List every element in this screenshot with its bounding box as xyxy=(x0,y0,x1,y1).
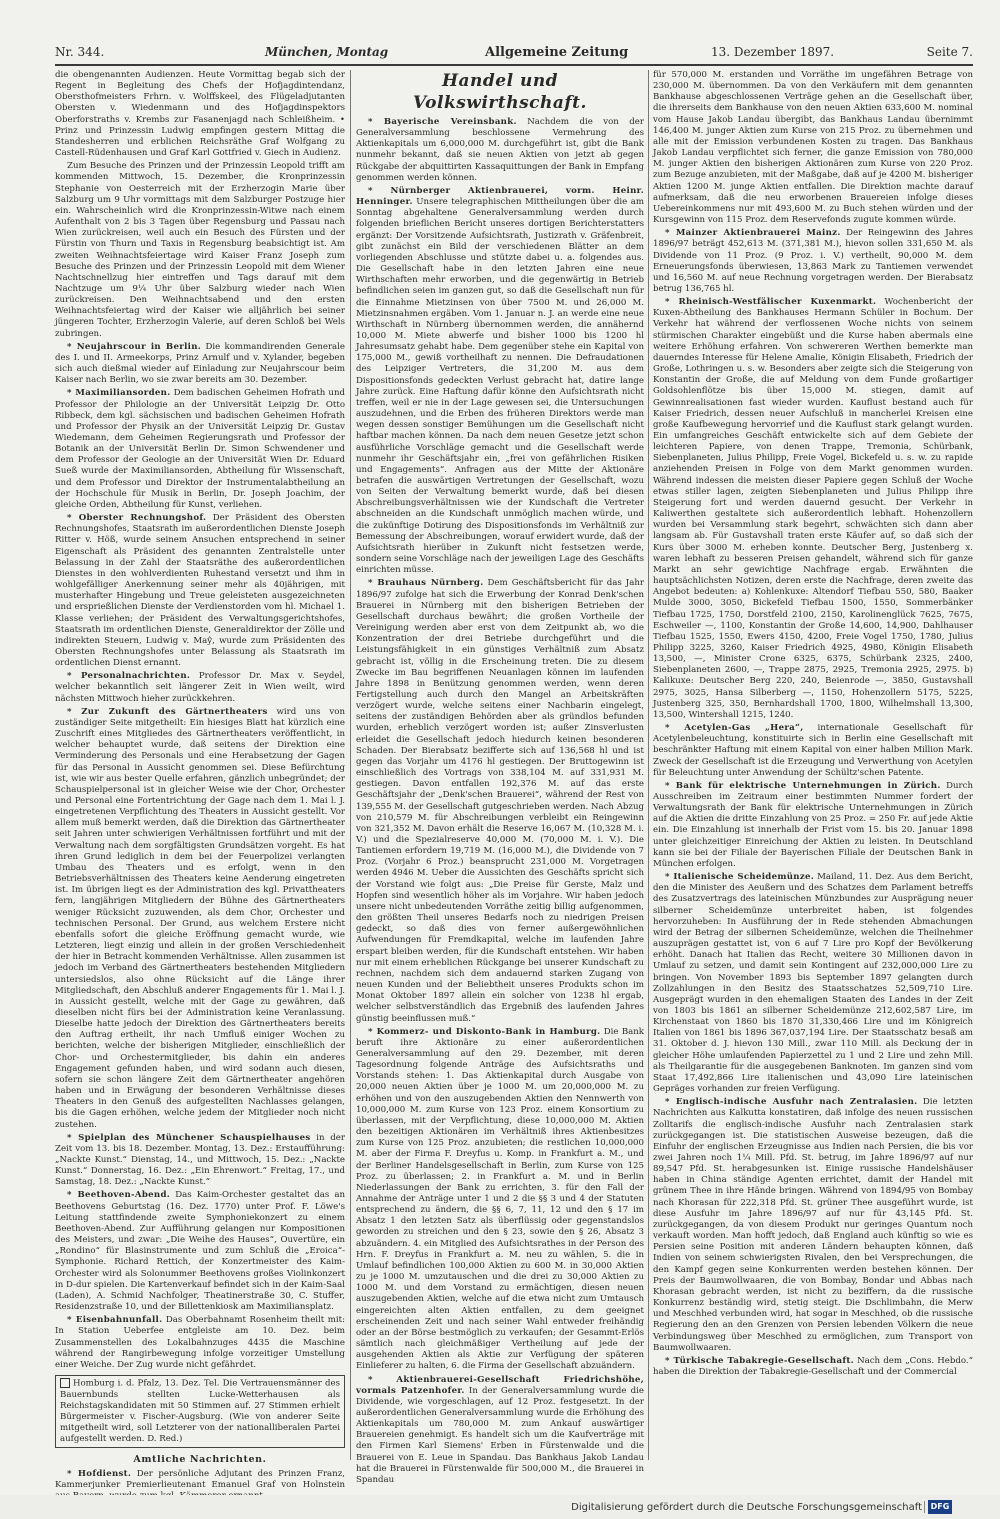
article-heading: * Zur Zukunft des Gärtnertheaters xyxy=(67,706,268,717)
article-heading: * Rheinisch-Westfälischer Kuxenmarkt. xyxy=(665,297,877,308)
article-text: internationale Gesellschaft für Acetylenbeleuchtung, konstituirte sich in Berlin eine Gesellschaft mit beschränkter Haftung mit einem Kapital von einer halben Million Mark. Zweck der Gesellschaft ist die Erzeugung und Verwerthung von Acetylen für Beleuchtung unter Anwendung der Schültz'schen Patente. xyxy=(653,723,974,778)
page-number: Seite 7. xyxy=(926,45,973,59)
newspaper-title: Allgemeine Zeitung xyxy=(485,45,629,60)
article-heading: * Bank für elektrische Unternehmungen in Zürich. xyxy=(665,780,941,791)
article-heading: * Kommerz- und Diskonto-Bank in Hamburg. xyxy=(368,1026,601,1037)
article-heading: * Spielplan des Münchener Schauspielhauses xyxy=(67,1132,311,1143)
article-text: Die kommandirenden Generale des I. und II. Armeekorps, Prinz Arnulf und v. Xylander, begeben sich auch dießmal wieder auf Einladung zur Neujahrscour beim Kaiser nach Berlin, wo sie zwar bereits am 30. Dezember. xyxy=(55,341,346,386)
article-text: Der persönliche Adjutant des Prinzen Franz, Kammerjunker Premierlieutenant Emanuel Graf von Holnstein xyxy=(55,1468,345,1490)
telegram-box xyxy=(55,1375,345,1448)
article-heading: * Englisch-indische Ausfuhr nach Zentralasien. xyxy=(665,1097,918,1108)
article-text: Unsere telegraphischen Mittheilungen über die am Sonntag abgehaltene Generalversammlung werden durch folgenden brieflichen Bericht unseres dortigen Berichterstatters ergänzt: Der Vorsitzende Aufsichtsrath, Justizrath v. Gräfenbreit, gibt zunächst ein Bild der verschiedenen Blätter an dem vorliegenden Abschlusse und stützte dabei u. a. folgendes aus. Die Gesellschaft habe in den letzten Jahren eine neue Wirthschaften mehr erworben, und die gegenwärtig in Betrieb befindlichen seien im ganzen gut, so daß die Gesellschaft nun für die Einnahme Mietzinsen von über 7500 M. und 26,000 M. Mietzinsnahmen ergäben. Vom 1. Januar n. J. an werde eine neue Wirthschaft in Nürnberg übernommen werden, die annähernd 10,000 M. Miete abwerfe und bisher 1000 bis 1200 hl Jahresumsatz gehabt habe. Dem gegenüber stehe ein Kapital von 175,000 M., gewiß vortheilhaft zu nennen. Die Defraudationen des Leipziger Vertreters, die 31,200 M. aus dem Dispositionsfonds gedeckten Verlust gebracht hat, datire lange Jahre zurück. Eine Haftung dafür könne den Aufsichtsrath nicht treffen, weil er nie in der Lage gewesen sei, die Untersuchungen auszudehnen, und die Erben des früheren Direktors werde man wegen dessen sonstiger Bemühungen um die Gesellschaft nicht haftbar machen können. Da nach dem neuen Gesetze jetzt schon ausführliche Vorschläge gemacht und die Gesellschaft werde nunmehr ihr Geschäftsjahr ein, „frei von gefährlichen Risiken und Engagements“. Anfragen aus der Mitte der Aktionäre betrafen die auswärtigen Vertretungen der Gesellschaft, wozu von Seiten der Verwaltung bemerkt wurde, daß bei diesen Abschreibungsverhältnissen wie der Kundschaft die Vertreter abschneiden an die Kundschaft unmöglich machen würde, und die zukünftige Dotirung des Dispositionsfonds im Verhältniß zur Bemessung der Abschreibungen, worauf erwidert wurde, daß der Aufsichtsrath hierüber in Zukunft nicht festsetzen werde, sondern seine Vorschläge nach der jeweiligen Lage des Geschäfts einrichten müsse. xyxy=(356,197,645,576)
telegram-icon xyxy=(60,1378,70,1388)
article-text: Nach dem „Cons. Hebdo.“ haben die Direktion der Tabakregie-Gesellschaft und der Commercial xyxy=(653,1355,974,1377)
article-text: In der Generalversammlung wurde die Dividende, wie vorgeschlagen, auf 12 Proz. festgesetzt. In der außerordentlichen Generalversammlung wurde die Erhöhung des Aktienkapitals um 780,000 M. zum Ankauf auswärtiger Brauereien genehmigt. Es handelt sich um die Kaufverträge mit den Firmen Karl Siemens' Erben in Fürstenwalde und die Brauerei von E. Leue in Spandau. Das Bankhaus Jakob Landau hat die Brauerei in Fürstenwalde für 500,000 M., die Brauerei in Spandau xyxy=(356,1385,644,1485)
article-heading: * Nürnberger Aktienbrauerei, vorm. Heinr. Henninger. xyxy=(356,185,644,208)
dfg-logo-icon: DFG xyxy=(928,1500,952,1514)
article-text: Dem Geschäftsbericht für das Jahr 1896/97 zufolge hat sich die Erwerbung der Konrad Denk'schen Brauerei in Nürnberg mit den bisherigen Betrieben der Gesellschaft durchaus bewährt; die großen Vortheile der Vereinigung werden aber erst von dem Zeitpunkt ab, wo die Konzentration der drei Betriebe durchgeführt und die Leistungsfähigkeit in ein günstiges Verhältniß zum Absatz gebracht ist, völlig in die Erscheinung treten. Die zu diesem Zwecke im Bau begriffenen Neuanlagen können im laufenden Jahre 1898 in Benützung genommen werden, wenn deren Fertigstellung auch durch den Mangel an Arbeitskräften verzögert wurde, welche seitens einer Nachbarin eingelegt, seitens der zuständigen Behörden aber als gründlos befunden wurden, erheblich verzögert worden ist; außer Zinsverlusten erleidet die Gesellschaft jedoch hiedurch keinen besonderen Schaden. Der Bierabsatz bezifferte sich auf 136,568 hl und ist gegen das Vorjahr um 4176 hl gestiegen. Der Bruttogewinn ist einschließlich des Vortrags von 338,104 M. auf 331,931 M. gestiegen. Davon entfallen 192,376 M. auf das erste Geschäftsjahr der „Denk'schen Brauerei“, während der Rest von 139,555 M. der Gesellschaft gutgeschrieben werden. Nach Abzug von 210,579 M. für Abschreibungen verbleibt ein Reingewinn von 321,352 M. Davon erhält die Reserve 16,067 M. (10,328 M. i. V.) und die Spezialreserve 40,000 M. (70,000 M. i. V.). Die Tantiemen erfordern 19,719 M. (16,000 M.), die Dividende von 7 Proz. (Vorjahr 6 Proz.) beansprucht 231,000 M. Vorgetragen werden 4946 M. Ueber die Aussichten des Geschäfts spricht sich der Vorstand wie folgt aus: „Die Preise für Gerste, Malz und Hopfen sind wesentlich höher als im Vorjahre. Wir haben jedoch unsere nicht unbedeutenden Vorräthe zeitig billig aufgenommen, den größten Theil unseres Bedarfs noch zu niedrigen Preisen gedeckt, so daß dies von ferner außergewöhnlichen Aufwendungen für Fremdkapital, welche im laufenden Jahre erspart bleiben werden, für die Kundschaft entstehen. Wir haben nur mit einem erheblichen Rückgange bei unserer Kundschaft zu rechnen, nachdem sich dem andauernd starken Zugang von neuen Kunden und der Beliebtheit unseres Produkts schon im Monat Oktober 1897 allein ein solcher von 1238 hl ergab, welcher selbstverständlich das Ergebniß des laufenden Jahres günstig beeinflussen muß.“ xyxy=(356,578,644,1024)
footer-separator xyxy=(924,1501,925,1513)
article-heading: * Türkische Tabakregie-Gesellschaft. xyxy=(665,1355,854,1366)
article-text: Die Bank beruft ihre Aktionäre zu einer außerordentlichen Generalversammlung auf den 29. Dezember, mit deren Tagesordnung folgende Anträge des Aufsichtsraths und Vorstands stehen: 1. Das Aktienkapital durch Ausgabe von 20,000 neuen Aktien über je 1000 M. um 20,000,000 M. zu erhöhen und von den auszugebenden Aktien den Nennwerth von 10,000,000 M. zum Kurse von 123 Proz. einem Konsortium zu überlassen, mit der Verpflichtung, diese 10,000,000 M. Aktien den bezeitigen Aktionären im Verhältniß ihres Aktienbesitzes zum Kurse von 125 Proz. anzubieten; die restlichen 10,000,000 M. aber der Firma F. Dreyfus u. Komp. in Frankfurt a. M., und der Berliner Handelsgesellschaft in Berlin, zum Kurse von 125 Proz. zu überlassen; 2. in Frankfurt a. M. und in Berlin Niederlassungen der Bank zu errichten, 3. für den Fall der Annahme der Anträge unter 1 und 2 die §§ 3 und 4 der Statuten entsprechend zu ändern, die §§ 6, 7, 11, 12 und den § 17 im Absatz 1 den letzten Satz als überflüssig oder gegenstandslos geworden zu streichen und den § 23, sowie den § 26, Absatz 3 abzuändern. 4. ein Mitglied des Aufsichtsrathes in der Person des Hrn. F. Dreyfus in Frankfurt a. M. neu zu wählen, 5. die in Umlauf befindlichen 100,000 Aktien zu 600 M. in 30,000 Aktien zu je 1000 M. umzutauschen und die drei zu 30,000 Aktien zu 1000 M. und dem Vorstand zu ermächtigen, diesen neuen auszugebenden Aktien, welche auf die etwa nicht zum Umtausch eingereichten alten Aktien entfallen, zu dem geeignet erscheinenden Zeit und nach seiner Wahl entweder freihändig oder an der Börse bestmöglich zu verkaufen; der Gesammt-Erlös sämtlich nach gleichmäßiger Vertheilung auf jede der ausgehenden Aktien als Aktie zur Verfügung der späteren Einlieferer zu halten, 6. die Firma der Gesellschaft abzuändern. xyxy=(356,1026,644,1372)
article-heading: * Hofdienst. xyxy=(67,1468,132,1479)
section-title: Handel und Volkswirthschaft. xyxy=(413,71,587,113)
article-text: Nachdem die von der Generalversammlung beschlossene Vermehrung des Aktienkapitals um 6,000,000 M. durchgeführt ist, gibt die Bank nunmehr bekannt, daß sie neuen Aktien von jetzt ab gegen Rückgabe der abquittirten Kassaquittungen der Bank in Empfang genommen werden können. xyxy=(356,117,644,183)
article-text: Das Kaim-Orchester gestaltet das an Beethovens Geburtstag (16. Dez. 1770) unter Prof. F. Löwe's Leitung stattfindende zweite Symphoniekonzert zu einem Beethoven-Abend. Zur Aufführung gelangen nur Kompositionen des Meisters, und zwar: „Die Weihe des Hauses“, Ouvertüre, ein „Rondino“ für Blasinstrumente und zum Schluß die „Eroica“-Symphonie. Richard Rettich, der Konzertmeister des Kaim-Orchester wird als Solonummer Beethovens großes Violinkonzert in D-dur spielen. Die Kartenverkauf befindet sich in der Kaim-Saal (Laden), A. Schmid Nachfolger, Theatinerstraße 30, C. Stuffer, Residenzstraße 10, und der Billettenkiosk am Maximiliansplatz. xyxy=(55,1190,346,1313)
article-text: Wochenbericht der Kuxen-Abtheilung des Bankhauses Hermann Schüler in Bochum. Der Verkehr hat während der verflossenen Woche nichts von seinem stürmischen Charakter eingebüßt und die Kurse haben abermals eine weitere Erhöhung erfahren. Von schwereren Werthen bemerkte man dauerndes Interesse für Helene Amalie, Königin Elisabeth, Friedrich der Große, Lothringen u. s. w. Besonders aber zeigte sich die Steigerung von Konstantin der Große, die auf Meldung von dem Funde großartiger Goldsohlenflötze bis über 15,000 M. stiegen, damit auf Gewinnrealisationen fast wieder wurden. Kauflust bestand auch für Kaiser Friedrich, dessen neuer Aufschluß in mancherlei Kreisen eine große Kaufbewegung hervorrief und die Kauflust stark gelangt wurden. Ein umfangreiches Geschäft entwickelte sich auf dem Gebiete der leichteren Papiere, von denen Trappe, Tremonia, Schürbank, Siebenplaneten, Julius Philipp, Freie Vogel, Bickefeld u. s. w. zu rapide anziehenden Preisen in Folge von dem Markt genommen wurden. Während indessen die meisten dieser Papiere gegen Schluß der Woche etwas stiller lagen, zeigten Siebenplaneten und Julius Philipp ihre Steigerung fort und werden dauernd gesucht. Der Verkehr in Kaliwerthen gestaltete sich außerordentlich lebhaft. Hohenzollern wurden bei Versammlung stark begehrt, schwächten sich dann aber langsam ab. Für Gustavshall traten erste Käufer auf, so daß sich der Kurs über 3000 M. erheben konnte. Deutscher Berg, Justenberg x. waren lebhaft zu besseren Preisen gehandelt, während sich für ganze Markt an sehr gewichtige Nachfrage ergab. Erwähnten die hauptsächlichsten Notizen, deren erste die Nachfrage, deren zweite das Angebot bedeuten: a) Kohlenkuxe: Altendorf Tiefbau 550, 580, Baaker Mulde 3000, 3050, Bickefeld Tiefbau 1500, 1550, Sommerbänker Tiefbau 1725, 1750, Dorstfeld 2100, 2150, Karolinenglück 7625, 7675, Eschweiler —, 1100, Konstantin der Große 14,600, 14,900, Dahlhauser Tiefbau 1525, 1550, Ewers 4150, 4200, Freie Vogel 1750, 1780, Julius Philipp 3225, 3260, Kaiser Friedrich 4925, 4980, Königin Elisabeth 13,500, —, Minister Crone 6325, 6375, Schürbank 2325, 2400, Siebenplaneten 2600, —, Trappe 2875, 2925, Tremonia 2925, 2975. b) Kalikuxe: Deutscher Berg 220, 240, Beienrode —, 3850, Gustavshall 2975, 3025, Hansa Silberberg —, 1150, Hohenzollern 5175, 5225, Justenberg 325, 350, Bernhardshall 1700, 1800, Wilhelmshall 13,300, 13,500, Wintershall 1215, 1240. xyxy=(653,297,973,720)
column-3 xyxy=(653,70,973,1455)
column-rule xyxy=(648,70,649,1460)
issue-number: Nr. 344. xyxy=(55,45,105,59)
article-text: Die letzten Nachrichten aus Kalkutta konstatiren, daß infolge des neuen russischen Zolltarifs die englisch-indische Ausfuhr nach Zentralasien stark zurückgegangen ist. Die statistischen Ausweise bezeugen, daß die Einfuhr der englischen Erzeugnisse aus Indien nach Persien, die bis vor zwei Jahren noch 1¼ Mill. Pfd. St. betrug, im Jahre 1896/97 auf nur 89,547 Pfd. St. herabgesunken ist. Einige russische Handelshäuser haben in China ständige Agenten errichtet, damit der Handel mit grünem Thee in ihre Hände bringen. Während von 1894/95 von Bombay nach Khorasan für 222,318 Pfd. St. grüner Thee ausgeführt wurde, ist diese Ausfuhr im Jahre 1896/97 auf nur für 43,145 Pfd. St. zurückgegangen, da von diesem Produkt nur geringes Quantum noch verkauft worden. Man hofft jedoch, daß England auch künftig so wie es Persien seine Position mit anderen Ländern behaupten können, daß Indien von seinem schwierigsten Rivalen, den bei Versprechungen, die den Kampf gegen seine Konkurrenten werden bestehen können. Der Preis der Baumwollwaaren, die von Bombay, Bondar und Abbas nach Khorasan gebracht werden, ist nicht zu beziffern, da die russische Konkurrenz beständig wird, stetig steigt. Die Dschlimbahn, die Merw und Meschhed verbunden wird, hat sogar in Meschhed, ob die russische Regierung den an den Grenzen von Persien lebenden Völkern die neue Verbindungsweg über Meschhed zu ermöglichen, zum Transport von Baumwollwaaren. xyxy=(653,1097,973,1353)
article-text: wird uns von zuständiger Seite mitgetheilt: Ein hiesiges Blatt hat kürzlich eine Zuschrift eines Mitgliedes des Gärtnertheaters veröffentlicht, in welcher behauptet wurde, daß seitens der Direktion eine Verminderung des Personals und eine Herabsetzung der Gagen für das Personal in Aussicht genommen sei. Diese Befürchtung ist, wie wir aus bester Quelle erfahren, gänzlich unbegründet; der Schauspielpersonal ist in gleicher Weise wie der Chor, Orchester und Personal eine Fortentrichtung der Gage nach dem 1. Mai l. J. eingetretenen Verpflichtung des Theaters in Aussicht gestellt. Vor allem muß bemerkt werden, daß die Direktion das Gärtnertheater seit Jahren unter schwierigen Verhältnissen fortführt und mit der Verwaltung nach dem sorgfältigsten Grundsätzen vorgeht. Es hat ihren Grund lediglich in dem bei der Feuerpolizei verlangten Umbau des Theaters und es erfolgt, wenn in den Betriebsverhältnissen des Theaters keine Aenderung eingetreten ist. Im übrigen liegt es der Administration des kgl. Privattheaters fern, langjährigen Mitgliedern der Bühne des Gärtnertheaters weniger Rücksicht zuzuwenden, als dem Chor, Orchester und technischen Personal. Der Grund, aus welchem Erstere nicht ebenfalls sofort die gleiche Eröffnung gemacht wurde, wie Letzteren, liegt einzig und allein in der großen Verschiedenheit der hier in Betracht kommenden Verhältnisse. Allen zusammen ist jedoch im Verband des Gärtnertheaters bestehenden Mitgliedern untersiedslos, also ohne Rücksicht auf die Länge ihrer Mitgliedschaft, den Abschluß anderer Engagements für 1. Mai l. J. in Aussicht gestellt, welche mit der Gage zu gewähren, daß dieselben nicht fürs bei der Administration keine Veranlassung. Dieselbe hatte jedoch der Direktion des Gärtnertheaters bereits den Auftrag ertheilt, ihr nach Umfluß einiger Wochen zu berichten, welche der bisherigen Mitglieder, einschließlich der Chor- und Orchestermitglieder, bis dahin ein anderes Engagement gefunden haben, und wird sodann auch diesen, sofern sie schon längere Zeit dem Gärtnertheater angehören haben und in Erwägung der besonderen Verhältnisse dieses Theaters in den Genuß des aufgestellten Nachlasses gelangen, bis die Gagen erhöhen, welche jedem der Mitglieder noch nicht zustehen. xyxy=(55,706,345,1130)
article-heading: * Eisenbahnunfall. xyxy=(67,1315,163,1326)
column-rule xyxy=(350,70,351,1460)
article-heading: * Personalnachrichten. xyxy=(67,671,191,682)
article-heading: * Mainzer Aktienbrauerei Mainz. xyxy=(665,228,841,239)
article-text: Der Reingewinn des Jahres 1896/97 beträgt 452,613 M. (371,381 M.), hievon sollen 331,650 M. als Dividende von 11 Proz. (9 Proz. i. V.) vertheilt, 90,000 M. dem Erneuerungsfonds überwiesen, 13,863 Mark zu Tantiemen verwendet und 16,560 M. auf neue Rechnung vorgetragen werden. Der Bierabsatz betrug 136,765 hl. xyxy=(653,228,974,294)
article-heading: * Neujahrscour in Berlin. xyxy=(67,341,202,352)
article-heading: * Oberster Rechnungshof. xyxy=(67,513,207,524)
funding-notice: Digitalisierung gefördert durch die Deutsche Forschungsgemeinschaft xyxy=(571,1502,922,1513)
article-text: die obengenannten Audienzen. Heute Vormittag begab sich der Regent in Begleitung des Chefs der Hofjagdintendanz, Obersthofmeisters Frhrn. v. Wolffskeel, des Flügeladjutanten Obersten v. Wiedenmann und des Hofjagdinspektors Oberforstraths v. Krembs zur Fasanenjagd nach Schleißheim. • Prinz und Prinzessin Ludwig empfingen gestern Mittag die Standesherren und erblichen Reichsräthe Graf Wolfgang zu Castell-Rüdenhausen und Graf Karl Gottfried v. Giech in Audienz. xyxy=(55,70,345,159)
article-text: Dem badischen Geheimen Hofrath und Professor der Philologie an der Universität Leipzig Dr. Otto Ribbeck, dem kgl. sächsischen und badischen Geheimen Hofrath und Professor der Physik an der Universität Leipzig Dr. Gustav Wiedemann, dem Geheimen Regierungsrath und Professor der Botanik an der Universität Berlin Dr. Simon Schwendener und dem Professor der Geologie an der Universität Wien Dr. Eduard Sueß wurde der Maximiliansorden, Abtheilung für Wissenschaft, und dem Professor und Direktor der Instrumentalabtheilung an der Hochschule für Musik in Berlin, Dr. Joseph Joachim, der gleiche Orden, Abtheilung für Kunst, verliehen. xyxy=(55,388,345,510)
article-text: Professor Dr. Max v. Seydel, welcher bekanntlich seit längerer Zeit in Wien weilt, wird nächsten Mittwoch hieher zurückkehren. xyxy=(55,671,345,704)
article-text: Mailand, 11. Dez. Aus dem Bericht, den die Minister des Aeußern und des Schatzes dem Parlament betreffs des Zusatzvertrags des lateinischen Münzbundes zur Ausprägung neuer silberner Scheidemünze unterbreitet haben, ist folgendes hervorzuheben: In Ausführung der in Rede stehenden Abmachungen wird der Betrag der silbernen Scheidemünze, welchen die Theilnehmer auszuprägen gestattet ist, von 6 auf 7 Lire pro Kopf der Bevölkerung erhöht. Danach hat Italien das Recht, weitere 30 Millionen davon in Umlauf zu setzen, und damit sein Kontingent auf 232,000,000 Lire zu bringen. Von November 1893 bis September 1897 gelangten durch Zollzahlungen in den Besitz des Staatsschatzes 52,509,710 Lire. Ausgeprägt wurden in den ehemaligen Staaten des Landes in der Zeit von 1803 bis 1861 an silberner Scheidemünze 212,602,587 Lire, im Kirchenstaat von 1860 bis 1870 31,330,466 Lire und im Königreich Italien von 1861 bis 1896 367,037,194 Lire. Der Staatsschatz besaß am 31. Oktober d. J. hievon 130 Mill., zwar 110 Mill. als Deckung der in gleicher Höhe umlaufenden Papierzettel zu 1 und 2 Lire und zehn Mill. als Theilgarantie für die ausgegebenen Banknoten. Im ganzen sind vom Staat 17,492,866 Lire italienischen und 43,090 Lire lateinischen Gepräges vorhanden zur freien Verfügung. xyxy=(653,872,973,1095)
article-text: in der Zeit vom 13. bis 18. Dezember. Montag, 13. Dez.: Erstaufführung: „Nackte Kunst.“ Dienstag, 14., und Mittwoch, 15. Dez.: „Nackte Kunst.“ Donnerstag, 16. Dez.: „Ein Ehrenwort.“ Freitag, 17., und Samstag, 18. Dez.: „Nackte Kunst.“ xyxy=(55,1132,345,1188)
telegram-text: Homburg i. d. Pfalz, 13. Dez. Tel. Die Vertrauensmänner des Bauernbunds stellten Lucke-Wetterhausen als Reichstagskandidaten mit 50 Stimmen auf. 27 Stimmen erhielt Bürgermeister v. Fischer-Augsburg. (Wie von anderer Seite mitgetheilt wird, soll Letzterer von der nationalliberalen Partei aufgestellt werden. D. Red.) xyxy=(60,1378,340,1445)
column-2 xyxy=(356,70,645,1485)
issue-date: 13. Dezember 1897. xyxy=(711,45,835,59)
article-heading: * Bayerische Vereinsbank. xyxy=(368,117,517,127)
article-heading: * Aktienbrauerei-Gesellschaft Friedrichshöhe, vormals Patzenhofer. xyxy=(356,1374,644,1396)
section-subtitle: Amtliche Nachrichten. xyxy=(133,1454,267,1466)
footer-bar xyxy=(0,1495,1000,1519)
article-heading: * Beethoven-Abend. xyxy=(67,1190,171,1201)
article-text: Das Oberbahnamt Rosenheim theilt mit: In Station Ueberfee entgleiste am 10. Dez. beim Zusammenstellen des Lokalbahnzuges 4435 die Maschine während der Rangirbewegung infolge vorzeitiger Umstellung einer Weiche. Der Zug wurde nicht gefährdet. xyxy=(55,1315,345,1370)
article-heading: * Acetylen-Gas „Hera“, xyxy=(665,723,804,734)
article-heading: * Italienische Scheidemünze. xyxy=(665,872,815,883)
place-day: München, Montag xyxy=(265,45,389,59)
article-heading: * Maximiliansorden. xyxy=(67,388,171,399)
article-text: Der Präsident des Obersten Rechnungshofes, Staatsrath im außerordentlichen Dienste Joseph Ritter v. Höß, wurde seinem Ansuchen entsprechend in seiner Eigenschaft als Präsident des genannten Zentralstelle unter Belassung in der Zahl der Staatsräthe des außerordentlichen Dienstes in den wohlverdienten Ruhestand versetzt und ihm in wohlgefälliger Anerkennung seiner mehr als 40jährigen, mit musterhafter Hingebung und Treue geleisteten ausgezeichneten und ersprießlichen Dienste der Verdienstorden vom hl. Michael 1. Klasse verliehen; der Präsident des Verwaltungsgerichtshofes, Staatsrath im ordentlichen Dienste, Generaldirektor der Zölle und indirekten Steuern, Ludwig v. Maŷ, wurde zum Präsidenten des Obersten Rechnungshofes unter Belassung als Staatsrath im ordentlichen Dienst ernannt. xyxy=(55,513,346,669)
article-text: Zum Besuche des Prinzen und der Prinzessin Leopold trifft am kommenden Mittwoch, 15. Dezember, die Kronprinzessin Stephanie von Oesterreich mit der Erzherzogin Marie über Salzburg um 9 Uhr vormittags mit dem Salzburger Postzuge hier ein. Wahrscheinlich wird die Kronprinzessin-Witwe nach einem Aufenthalt von 2 bis 3 Tagen über Regensburg und Passau nach Wien zurückreisen, weil auch ein Besuch des Fürsten und der Fürstin von Thurn und Taxis in Regensburg beabsichtigt ist. Am zweiten Weihnachtsfeiertage wird Kaiser Franz Joseph zum Besuche des Prinzen und der Prinzessin Leopold mit dem Wiener Nachtschnellzug hier eintreffen und Tags darauf mit dem Nachtzuge um 9¼ Uhr über Salzburg wieder nach Wien zurückreisen. Den Weihnachtsabend und den ersten Weihnachtsfeiertag wird der Kaiser wie alljährlich bei seiner jüngeren Tochter, Erzherzogin Valerie, auf deren Schloß bei Wels zubringen. xyxy=(55,161,345,339)
article-heading: * Brauhaus Nürnberg. xyxy=(368,578,484,589)
column-1 xyxy=(55,70,346,1490)
masthead xyxy=(55,42,973,66)
article-text: Durch Ausschreiben im Zeitraum einer bestimmten Nummer fordert der Verwaltungsrath der Bank für elektrische Unternehmungen in Zürich auf die Aktien die dritte Einzahlung von 25 Proz. = 250 Fr. auf jede Aktie ein. Die Einzahlung ist innerhalb der Frist vom 15. bis 20. Januar 1898 unter gleichzeitiger Einreichung der Aktien zu leisten. In Deutschland kann sie bei der Filiale der Bayerischen Filiale der Deutschen Bank in München erfolgen. xyxy=(653,780,973,869)
article-text: für 570,000 M. erstanden und Vorräthe im ungefähren Betrage von 230,000 M. übernommen. Da von den Verkäufern mit dem genannten Bankhause abgeschlossenen Verträge gehen an die Gesellschaft über, die ihrerseits dem Bankhause von den neuen Aktien 633,600 M. nominal vom Hause Jakob Landau übergibt, das Bankhaus Landau übernimmt 146,400 M. junger Aktien zum Kurse von 215 Proz. zu übernehmen und alle mit der Emission verbundenen Kosten zu tragen. Das Bankhaus Jakob Landau verpflichtet sich ferner, die ganze Emission von 780,000 M. junger Aktien den bisherigen Aktionären zum Kurse von 220 Proz. zum Bezuge anzubieten, mit der Maßgabe, daß auf je 4200 M. bisheriger Aktien 1200 M. junge Aktien entfallen. Die Direktion machte darauf aufmerksam, daß die neu erworbenen Brauereien infolge dieses Uebereinkommens nur mit 493,600 M. zu Buch stehen würden und der Kursgewinn von 115 Proz. dem Reservefonds zugute kommen würde. xyxy=(653,70,974,226)
